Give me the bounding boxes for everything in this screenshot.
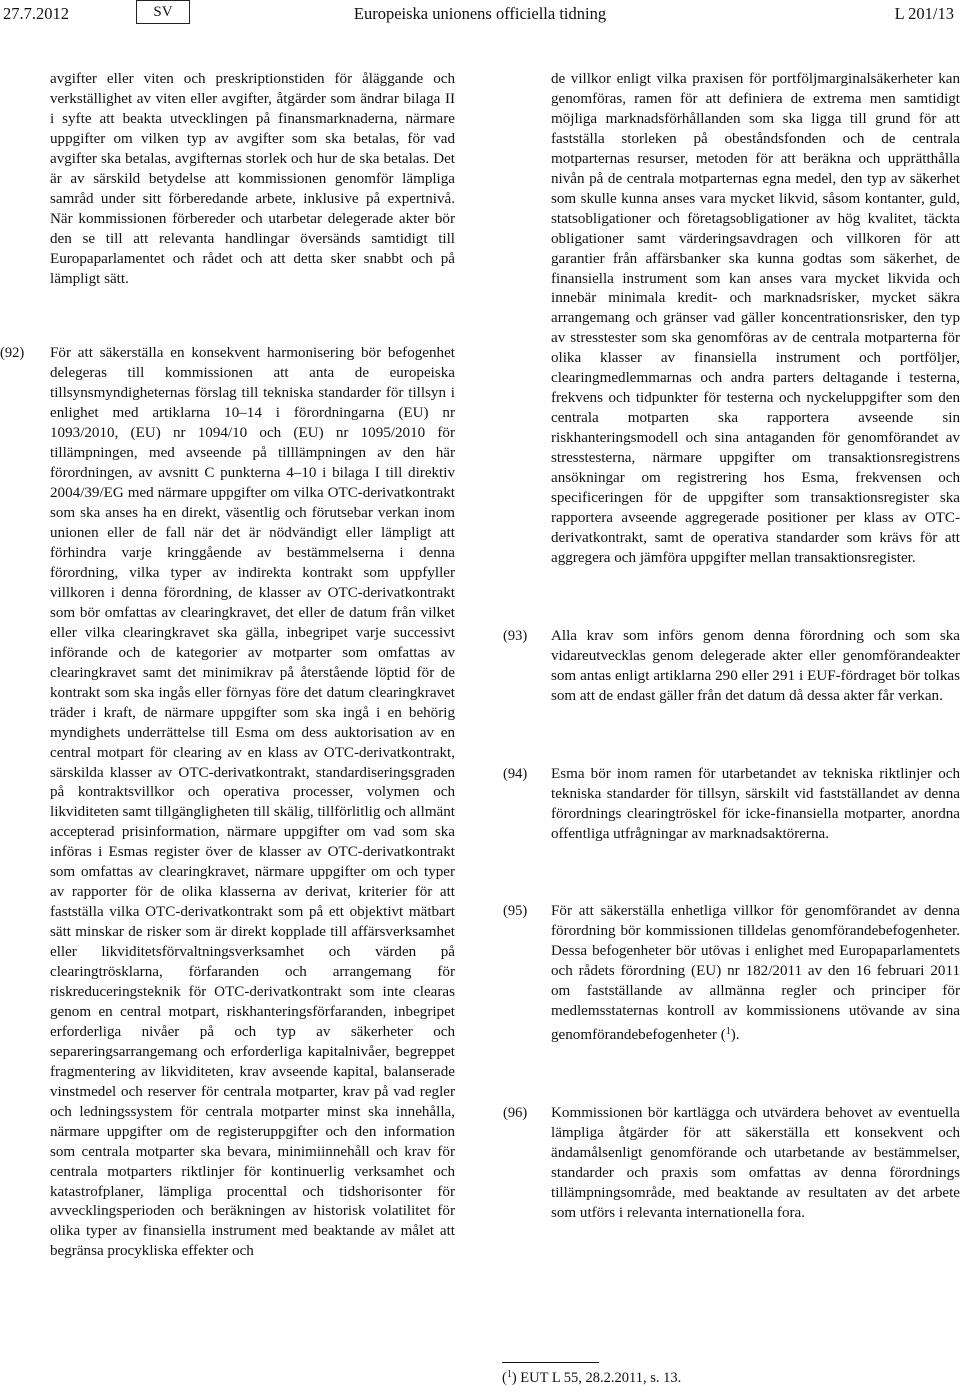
recital-end: ).	[730, 1027, 740, 1044]
recital-96	[500, 1104, 960, 1224]
recital-number: (96)	[503, 1105, 528, 1122]
recital-text: avgifter eller viten och preskriptionstiden för åläggande och verkställighet av viten eller avgifter, åtgärder som ändrar bilaga II i syfte att beakta utvecklingen på finansmarknaderna, närmare uppgifter om vilken typ av avgifter som ska betalas, för vad avgifter ska betalas, avgifternas storlek och hur de ska betalas. Det är av särskild betydelse att kommissionen genomför lämpliga samråd under sitt förberedande arbete, inklusive på expertnivå. När kommissionen förbereder och utarbetar delegerade akter bör den se till att relevanta handlingar översänds samtidigt till Europaparlamentet och rådet och att detta sker snabbt och på lämpligt sätt.	[50, 71, 455, 287]
left-column	[0, 70, 455, 1262]
publication-date: 27.7.2012	[3, 4, 69, 23]
recital-number: (93)	[503, 627, 528, 644]
continued-recital	[50, 70, 455, 289]
footnote-divider	[502, 1362, 599, 1363]
recital-text	[551, 902, 960, 1046]
recital-92	[0, 344, 455, 1262]
recital-text: Alla krav som införs genom denna förordning och som ska vidareutvecklas genom delegerade akter eller genomförandeakter som antas enligt artiklarna 290 eller 291 i EUF-fördraget bör tolkas som att de endast gäller från det datum då dessa akter får verkan.	[551, 627, 960, 704]
footnote-open: (	[502, 1370, 507, 1386]
recital-text: Esma bör inom ramen för utarbetandet av tekniska riktlinjer och tekniska standarder för tillsyn, särskilt vid fastställandet av denna förordnings clearingtröskel för icke-finansiella motparter, anordna offentliga utfrågningar av marknadsaktörerna.	[551, 765, 960, 842]
recital-text: För att säkerställa en konsekvent harmonisering bör befogenhet delegeras till kommissionen att anta de europeiska tillsynsmyndigheternas förslag till tekniska standarder för tillsyn i enlighet med artiklarna 10–14 i förordningarna (EU) nr 1093/2010, (EU) nr 1094/10 och (EU) nr 1095/2010 för tillämpningen, med avseende på tilllämpningen av den här förordningen, av avsnitt C punkterna 4–10 i bilaga I till direktiv 2004/39/EG med närmare uppgifter om vilka OTC-derivatkontrakt som ska anses ha en direkt, väsentlig och förutsebar verkan inom unionen eller de fall när det är nödvändigt eller lämpligt att förhindra varje kringgående av bestämmelserna i denna förordning, vilka typer av indirekta kontrakt som uppfyller villkoren i denna förordning, de klasser av OTC-derivatkontrakt som bör omfattas av clearingkravet, det eller de datum från vilket eller vilka clearingkravet ska gälla, inbegripet varje successivt införande och de kategorier av motparter som omfattas av clearingkravet samt det minimikrav på återstående löptid för de kontrakt som ska ingås eller förnyas före det datum clearingkravet träder i kraft, de närmare uppgifter som ska ingå i en behörig myndighets underrättelse till Esma om dess auktorisation av en central motpart för clearing av en klass av OTC-derivatkontrakt, särskilda klasser av OTC-derivatkontrakt, standardiseringsgraden på kontraktsvillkor och operativa processer, volymen och likviditeten samt tillgängligheten till skälig, tillförlitlig och allmänt accepterad prisinformation, närmare uppgifter om vad som ska införas i Esmas register över de klasser av OTC-derivatkontrakt som omfattas av clearingkravet, närmare uppgifter om och typer av rapporter för de olika klasserna av derivat, kriterier för att fastställa vilka OTC-derivatkontrakt som på ett objektivt mätbart sätt minskar de risker som är direkt kopplade till affärsverksamhet eller likviditetsförvaltningsverksamhet och värden på clearingtrösklarna, förfaranden och arrangemang för riskreduceringsteknik för OTC-derivatkontrakt som inte clearas genom en central motpart, riskhanteringsförfaranden, inbegripet erforderliga nivåer på och typ av säkerheter och separeringsarrangemang och erforderliga kapitalnivåer, begreppet fragmentering av likviditeten, krav avseende kapital, balanserade vinstmedel och reserver för centrala motparter, krav på vad regler och ledningssystem för centrala motparter minst ska innehålla, närmare uppgifter om de registeruppgifter och den information som centrala motparter ska bevara, minimiinnehåll och krav för centrala motparters riktlinjer för kontinuerlig verksamhet och katastrofplaner, lämpliga procenttal och tidshorisonter för avvecklingsperioden och beräkningen av historisk volatilitet för olika typer av finansiella instrument med beaktande av målet att begränsa procykliska effekter och	[50, 345, 455, 1260]
recital-text: de villkor enligt vilka praxisen för portföljmarginalsäkerheter kan genomföras, ramen för att definiera de extrema men samtidigt möjliga marknadsförhållanden som ska ligga till grund för att fastställa storleken på obeståndsfonden och de centrala motparternas resurser, metoden för att beräkna och upprätthålla nivån på de centrala motparternas egna medel, den typ av säkerhet som skulle kunna anses vara mycket likvid, såsom kontanter, guld, statsobligationer och företagsobligationer av hög kvalitet, täckta obligationer samt värderingsavdragen och villkoren för att garantier från affärsbanker ska kunna godtas som säkerhet, de finansiella instrument som kan anses vara mycket likvida och innebär minimala kredit- och marknadsrisker, mycket säkra arrangemang och gränser vad gäller koncentrationsrisker, den typ av stresstester som ska genomföras av de centrala motparterna för olika klasser av finansiella instrument och portföljer, clearingmedlemmarnas och andra parters deltagande i testerna, frekvens och tidpunkter för testerna och nyckeluppgifter som den centrala motparten ska rapportera avseende sin riskhanteringsmodell och sina antaganden för genomförandet av stresstesterna, närmare uppgifter om transaktionsregistrens ansökningar om registrering hos Esma, frekvensen och specificeringen för de uppgifter som transaktionsregister ska rapportera avseende aggregerade positioner per klass av OTC-derivatkontrakt, samt de operativa standarder som krävs för att aggregera och jämföra uppgifter mellan transaktionsregister.	[551, 71, 960, 566]
footnote	[502, 1369, 681, 1387]
recital-number: (94)	[503, 765, 528, 782]
page-number: L 201/13	[894, 4, 954, 23]
footnote-text: ) EUT L 55, 28.2.2011, s. 13.	[511, 1370, 682, 1386]
journal-title: Europeiska unionens officiella tidning	[353, 4, 607, 23]
page-header	[0, 0, 960, 28]
continued-recital	[551, 70, 960, 569]
right-column	[500, 70, 960, 1224]
recital-94	[500, 765, 960, 845]
recital-95	[500, 902, 960, 1046]
language-badge: SV	[136, 0, 190, 24]
recital-93	[500, 627, 960, 707]
footnote-marker: 1	[506, 1369, 512, 1380]
recital-text: Kommissionen bör kartlägga och utvärdera behovet av eventuella lämpliga åtgärder för att säkerställa ett konsekvent och ändamålsenligt genomförande och utarbetande av bestämmelser, standarder och praxis som omfattas av denna förordnings tillämpningsområde, med beaktande av resultaten av det arbete som utförs i relevanta internationella fora.	[551, 1105, 960, 1221]
recital-number: (95)	[503, 903, 528, 920]
recital-number: (92)	[0, 345, 25, 362]
footnote-reference[interactable]: 1	[725, 1026, 731, 1038]
recital-body: För att säkerställa enhetliga villkor för genomförandet av denna förordning bör kommissionen tilldelas genomförandebefogenheter. Dessa befogenheter bör utövas i enlighet med Europaparlamentets och rådets förordning (EU) nr 182/2011 av den 16 februari 2011 om fastställande av allmänna regler och principer för medlemsstaternas kontroll av kommissionens utövande av sina genomförandebefogenheter (	[551, 903, 960, 1044]
